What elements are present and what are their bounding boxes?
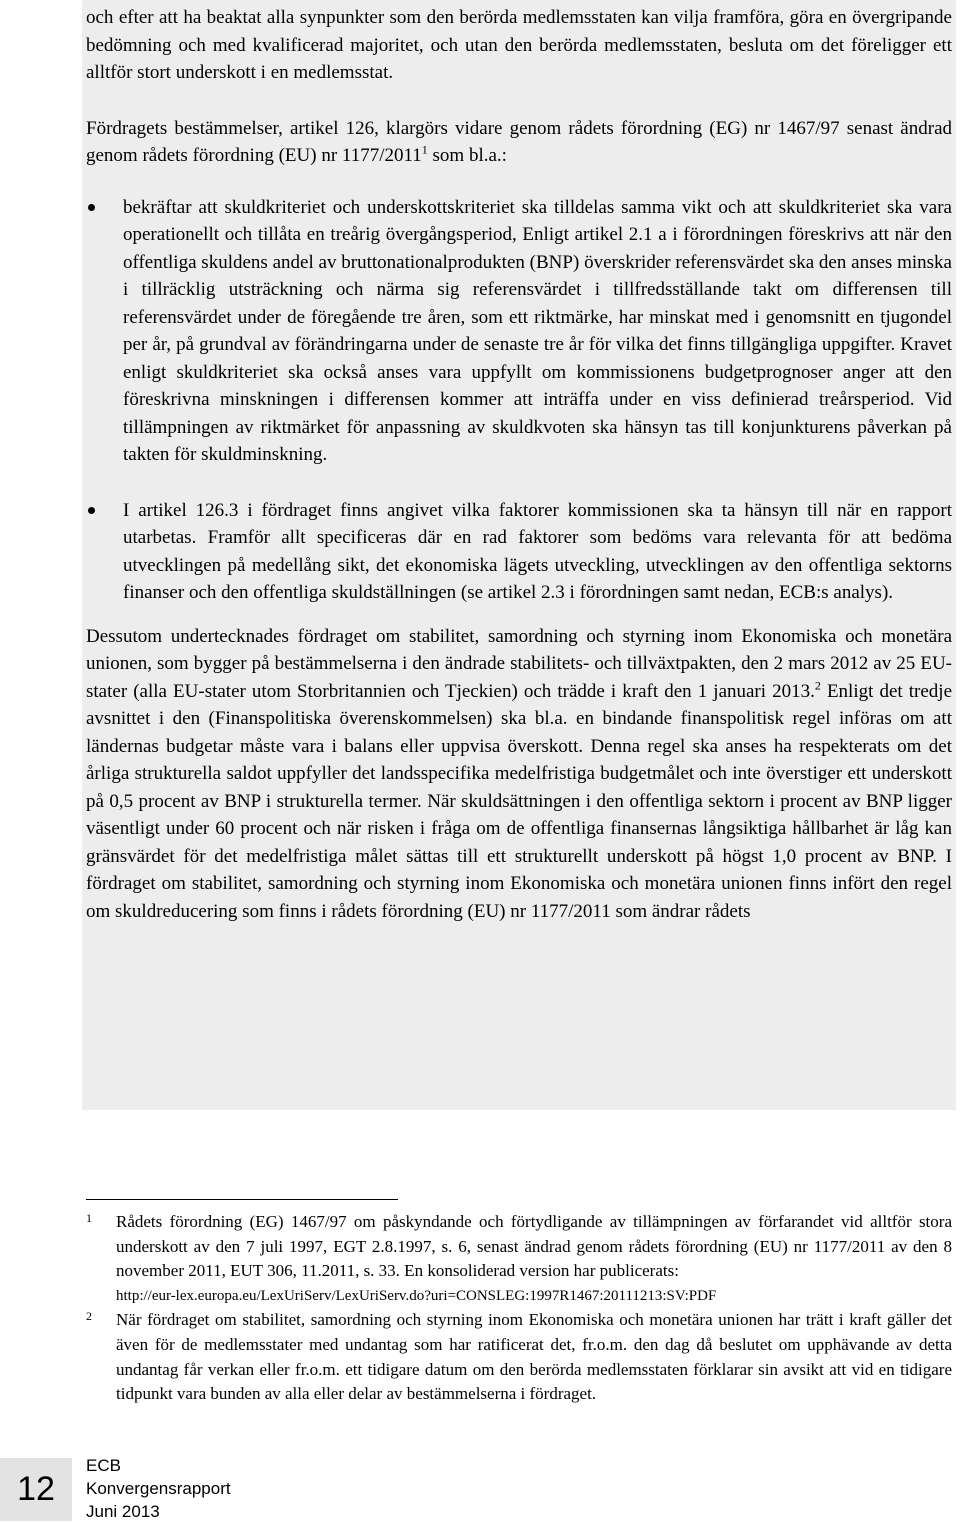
paragraph-3-text: Dessutom undertecknades fördraget om stabilitet, samordning och styrning inom Ekonomiska och monetära unionen, som bygger på bestämmelserna i den ändrade stabilitets- och tillväxtpakten, den 2 mars 2012 av 25 EU-stater (alla EU-stater utom Storbritannien och Tjeckien) och trädde i kraft den 1 januari 2013. [86, 625, 952, 702]
bullet-item-2 [86, 497, 952, 607]
footnote-1 [86, 1210, 952, 1308]
bullet-item-1-text: bekräftar att skuldkriteriet och underskottskriteriet ska tilldelas samma vikt och att skuldkriteriet ska vara operationellt och tillåta en treårig övergångsperiod, Enligt artikel 2.1 a i förordningen föreskrivs att när den offentliga skuldens andel av bruttonationalprodukten (BNP) överskrider referensvärdet ska den anses minska i tillräcklig utsträckning och närma sig referensvärdet i tillfredsställande takt om differensen till referensvärdet under de föregående tre åren, som ett riktmärke, har minskat med i genomsnitt en tjugondel per år, på grundval av förändringarna under de senaste tre år för vilka det finns tillgängliga uppgifter. Kravet enligt skuldkriteriet ska också anses vara uppfyllt om kommissionens budgetprognoser anger att den föreskrivna minskningen i differensen kommer att inträffa under en viss definierad treårsperiod. Vid tillämpningen av riktmärket för anpassning av skuldkvoten ska hänsyn tas till konjunkturens påverkan på takten för skuldminskning. [123, 196, 952, 465]
paragraph-2 [86, 115, 952, 170]
paragraph-1: och efter att ha beaktat alla synpunkter som den berörda medlemsstaten kan vilja framföra, göra en övergripande bedömning och med kvalificerad majoritet, och utan den berörda medlemsstaten, besluta om det föreligger ett alltför stort underskott i en medlemsstat. [86, 7, 952, 83]
paragraph-2-tail: som bl.a.: [427, 145, 507, 166]
bullet-item-1 [86, 194, 952, 469]
bullet-icon [88, 204, 95, 211]
footer-date: Juni 2013 [86, 1502, 160, 1521]
footnote-ref-2[interactable]: 2 [814, 678, 821, 693]
bullet-list [86, 194, 952, 607]
footnote-2 [86, 1308, 952, 1406]
footnote-1-text: Rådets förordning (EG) 1467/97 om påskyndande och förtydligande av tillämpningen av förfarandet vid alltför stora underskott av den 7 juli 1997, EGT 2.8.1997, s. 6, senast ändrad genom rådets förordning (EU) nr 1177/2011 av den 8 november 2011, EUT 306, 11.2011, s. 33. En konsoliderad version har publicerats: [116, 1212, 952, 1281]
footnote-2-text: När fördraget om stabilitet, samordning och styrning inom Ekonomiska och monetära unionen har trätt i kraft gäller det även för de medlemsstater med undantag som har ratificerat det, fr.o.m. den dag då beslutet om upphävande av detta undantag får verkan eller fr.o.m. ett tidigare datum om den berörda medlemsstaten förklarar sin avsikt att vid en tidigare tidpunkt vara bunden av alla eller delar av bestämmelserna i fördraget. [116, 1310, 952, 1404]
bullet-item-2-text: I artikel 126.3 i fördraget finns angivet vilka faktorer kommissionen ska ta hänsyn till när en rapport utarbetas. Framför allt specificeras där en rad faktorer som bedöms vara relevanta för att bedöma utvecklingen på medellång sikt, det ekonomiska lägets utveckling, utvecklingen av den offentliga sektorns finanser och den offentliga skuldställningen (se artikel 2.3 i förordningen samt nedan, ECB:s analys). [123, 499, 952, 603]
bullet-icon [88, 507, 95, 514]
main-text [86, 4, 952, 925]
footnotes [86, 1210, 952, 1407]
footer-publication: Konvergensrapport [86, 1479, 231, 1498]
paragraph-3-tail: Enligt det tredje avsnittet i den (Finanspolitiska överenskommelsen) ska bl.a. en bindande finanspolitisk regel införas om att ländernas budgetar måste vara i balans eller uppvisa överskott. Denna regel ska anses ha respekterats om det årliga strukturella saldot uppfyller det landsspecifika medelfristiga budgetmålet och inte överstiger ett underskott på 0,5 procent av BNP i strukturella termer. När skuldsättningen i den offentliga sektorn i procent av BNP ligger väsentligt under 60 procent och när risken i fråga om de offentliga finansernas långsiktiga hållbarhet är låg kan gränsvärdet för det medelfristiga målet sättas till ett strukturellt underskott på högst 1,0 procent av BNP. I fördraget om stabilitet, samordning och styrning inom Ekonomiska och monetära unionen finns infört den regel om skuldreducering som finns i rådets förordning (EU) nr 1177/2011 som ändrar rådets [86, 680, 953, 922]
footnote-1-link[interactable]: http://eur-lex.europa.eu/LexUriServ/LexUriServ.do?uri=CONSLEG:1997R1467:20111213:SV:PDF [116, 1287, 717, 1304]
footnote-ref-1[interactable]: 1 [421, 142, 428, 157]
page-number: 12 [0, 1458, 72, 1521]
paragraph-2-text: Fördragets bestämmelser, artikel 126, klargörs vidare genom rådets förordning (EG) nr 1467/97 senast ändrad genom rådets förordning (EU) nr 1177/2011 [86, 117, 952, 166]
footnote-number: 2 [86, 1309, 92, 1324]
footer-org: ECB [86, 1456, 121, 1475]
paragraph-3 [86, 623, 952, 926]
footnote-divider [86, 1199, 398, 1200]
page-footer [86, 1454, 231, 1523]
footnote-number: 1 [86, 1211, 92, 1225]
